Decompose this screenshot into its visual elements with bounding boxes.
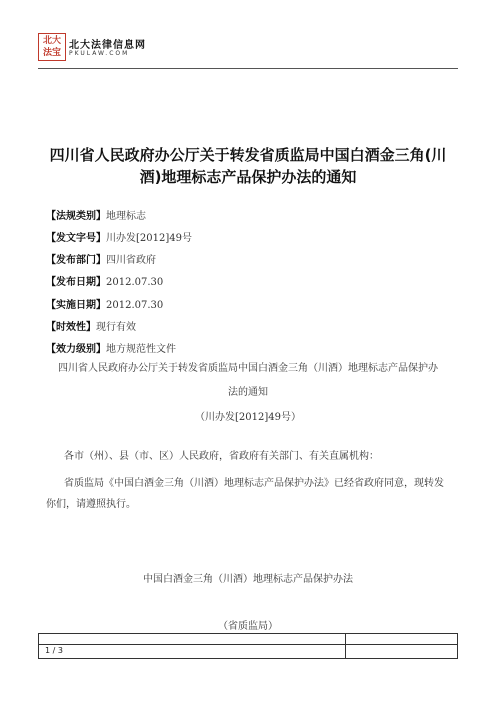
meta-issue-date: 【发布日期】2012.07.30 <box>46 277 164 288</box>
meta-issuer: 【发布部门】四川省政府 <box>46 255 156 266</box>
meta-effective-date: 【实施日期】2012.07.30 <box>46 300 164 311</box>
subtitle-line-2: 法的通知 <box>228 387 268 398</box>
meta-level: 【效力级别】地方规范性文件 <box>46 344 176 355</box>
page-number: 1 / 3 <box>45 646 63 655</box>
meta-validity: 【时效性】现行有效 <box>46 322 136 333</box>
salutation: 各市（州）、县（市、区）人民政府，省政府有关部门、有关直属机构： <box>64 451 379 462</box>
subtitle-line-1: 四川省人民政府办公厅关于转发省质监局中国白酒金三角（川酒）地理标志产品保护办 <box>58 363 438 374</box>
site-header <box>38 33 458 67</box>
logo-url: PKULAW.COM <box>69 50 130 57</box>
attachment-author: （省质监局） <box>218 621 278 632</box>
attachment-title: 中国白酒金三角（川酒）地理标志产品保护办法 <box>143 574 353 585</box>
header-divider <box>38 68 458 69</box>
meta-doc-number: 【发文字号】川办发[2012]49号 <box>46 233 192 244</box>
footer-top-row <box>39 634 457 645</box>
footer-divider <box>345 634 346 658</box>
logo-mark: 北大法宝 <box>42 36 61 58</box>
footer-table <box>38 633 458 659</box>
doc-number-line: （川办发[2012]49号） <box>195 412 301 423</box>
logo-title: 北大法律信息网 <box>69 40 146 51</box>
body-paragraph: 省质监局《中国白酒金三角（川酒）地理标志产品保护办法》已经省政府同意，现转发你们，请遵照执行。 <box>46 478 444 510</box>
meta-category: 【法规类别】地理标志 <box>46 211 146 222</box>
pkulaw-logo <box>38 33 66 61</box>
document-title: 四川省人民政府办公厅关于转发省质监局中国白酒金三角(川酒)地理标志产品保护办法的通知 <box>49 146 447 186</box>
